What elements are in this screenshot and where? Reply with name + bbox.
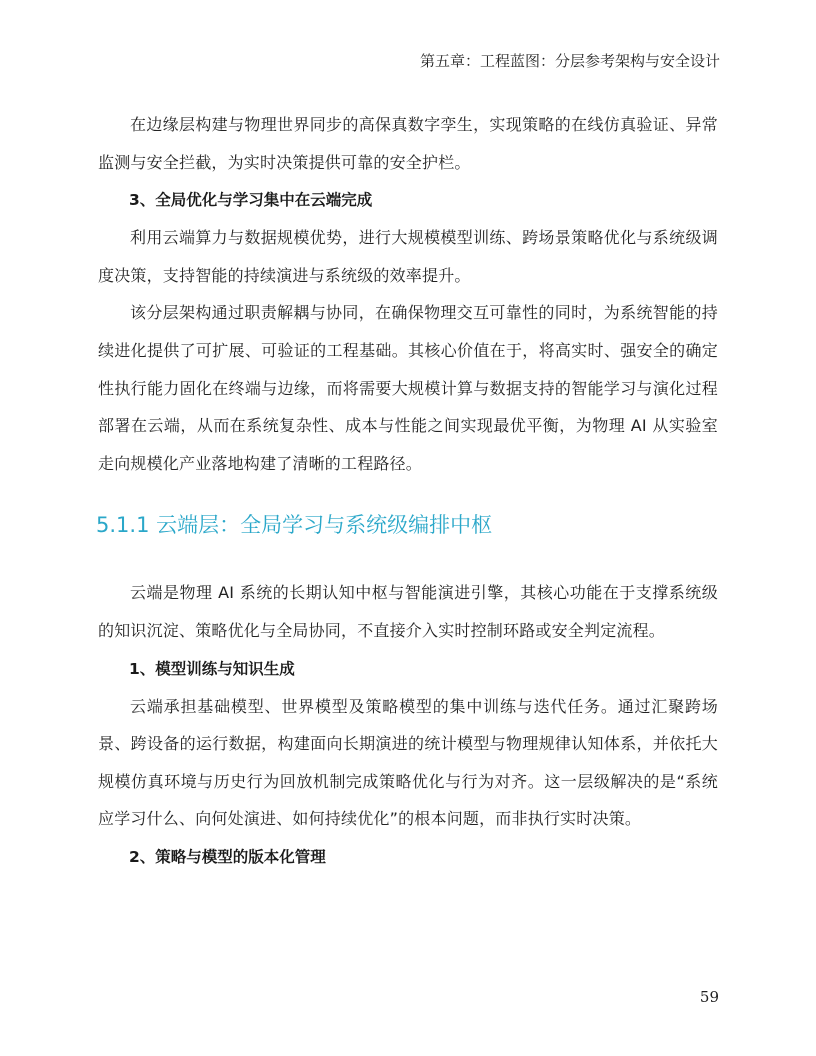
paragraph: 在边缘层构建与物理世界同步的高保真数字孪生，实现策略的在线仿真验证、异常监测与安全拦截，为实时决策提供可靠的安全护栏。 bbox=[98, 115, 718, 172]
paragraph: 云端是物理 AI 系统的长期认知中枢与智能演进引擎，其核心功能在于支撑系统级的知识沉淀、策略优化与全局协同，不直接介入实时控制环路或安全判定流程。 bbox=[98, 583, 718, 640]
subheading: 3、全局优化与学习集中在云端完成 bbox=[129, 191, 373, 210]
page-number: 59 bbox=[699, 988, 719, 1006]
section-title: 5.1.1 云端层：全局学习与系统级编排中枢 bbox=[96, 513, 493, 538]
paragraph: 该分层架构通过职责解耦与协同，在确保物理交互可靠性的同时，为系统智能的持续进化提供了可扩展、可验证的工程基础。其核心价值在于，将高实时、强安全的确定性执行能力固化在终端与边缘，而将需要大规模计算与数据支持的智能学习与演化过程部署在云端，从而在系统复杂性、成本与性能之间实现最优平衡，为物理 AI 从实验室走向规模化产业落地构建了清晰的工程路径。 bbox=[98, 303, 718, 473]
paragraph: 利用云端算力与数据规模优势，进行大规模模型训练、跨场景策略优化与系统级调度决策，支持智能的持续演进与系统级的效率提升。 bbox=[98, 228, 718, 285]
running-header: 第五章：工程蓝图：分层参考架构与安全设计 bbox=[419, 52, 720, 70]
subheading: 2、策略与模型的版本化管理 bbox=[129, 847, 326, 866]
page-body bbox=[98, 106, 718, 876]
paragraph: 云端承担基础模型、世界模型及策略模型的集中训练与迭代任务。通过汇聚跨场景、跨设备的运行数据，构建面向长期演进的统计模型与物理规律认知体系，并依托大规模仿真环境与历史行为回放机制完成策略优化与行为对齐。这一层级解决的是“系统应学习什么、向何处演进、如何持续优化”的根本问题，而非执行实时决策。 bbox=[98, 696, 718, 829]
subheading: 1、模型训练与知识生成 bbox=[129, 659, 295, 678]
